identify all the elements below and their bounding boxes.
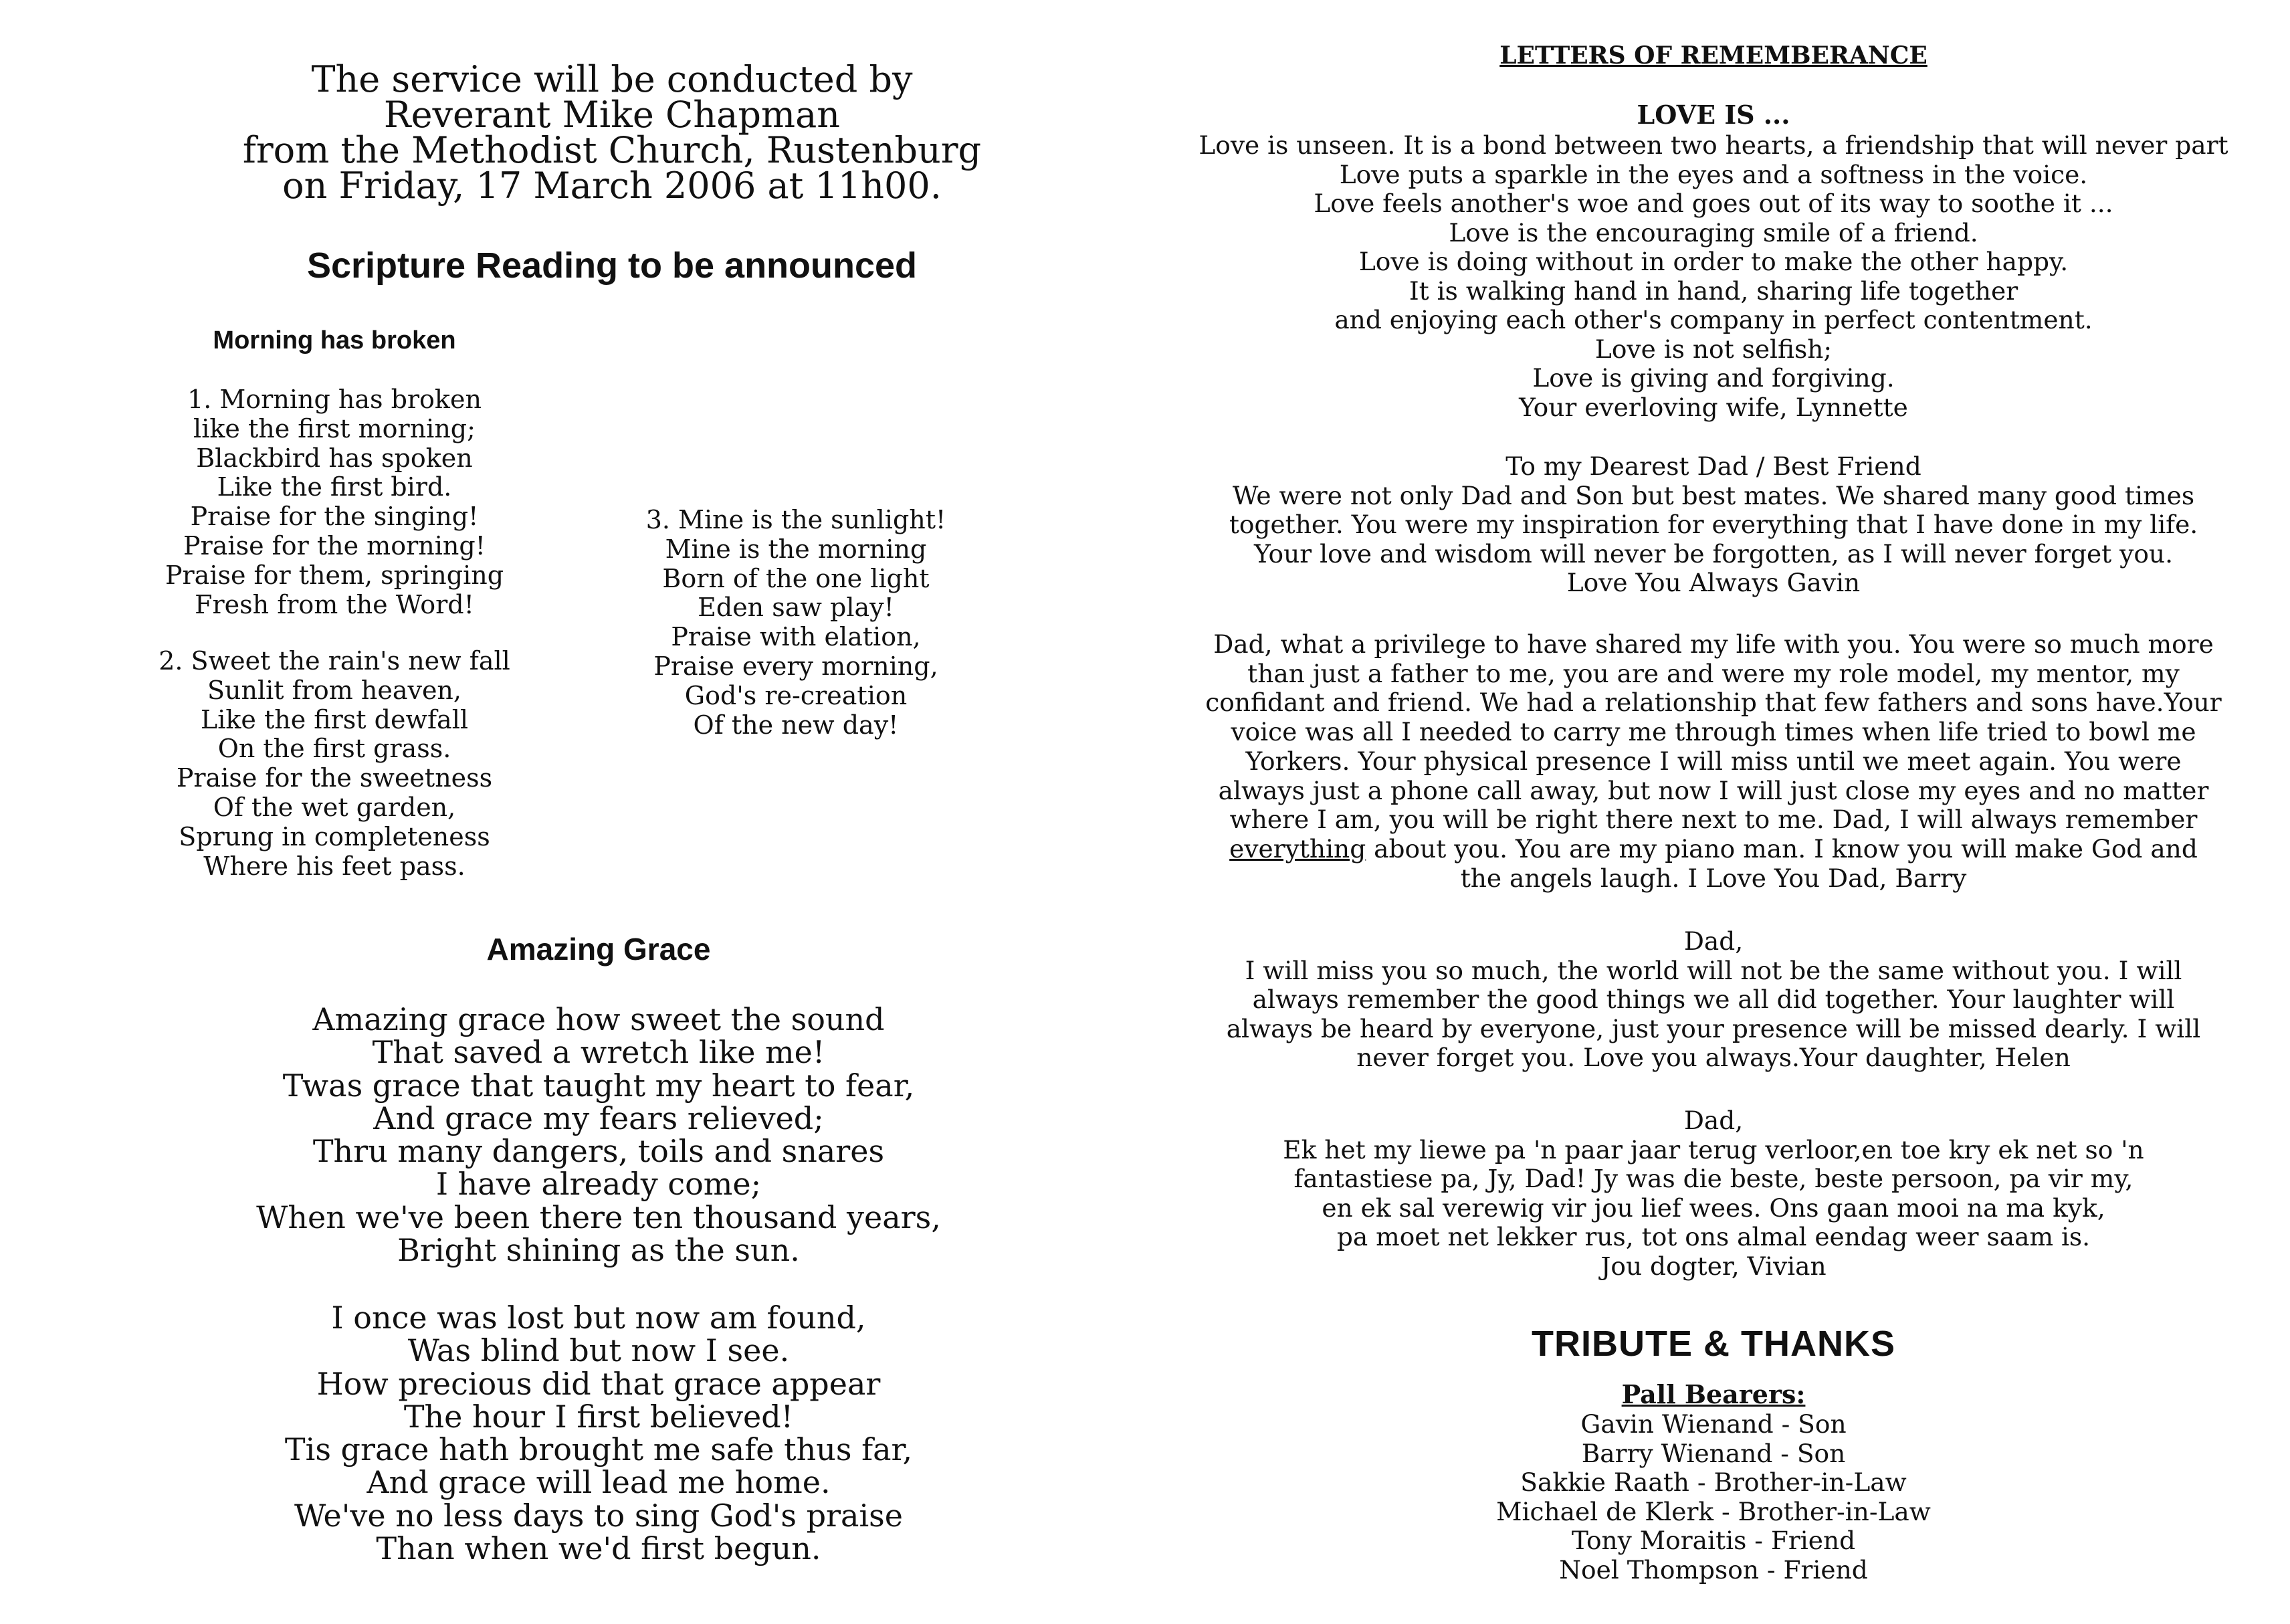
list-item: Tony Moraitis - Friend	[1571, 1526, 1856, 1556]
underlined-word: everything	[1229, 833, 1366, 864]
hymn2-verse-2	[0, 1302, 1197, 1565]
list-item: Gavin Wienand - Son	[1580, 1409, 1847, 1439]
hymn1-verse-3	[548, 506, 1043, 740]
love-is-heading: LOVE IS ...	[1637, 100, 1790, 130]
left-page	[0, 0, 1137, 1624]
verse-line: Praise every morning,	[653, 651, 938, 681]
list-item: Noel Thompson - Friend	[1559, 1554, 1868, 1585]
right-page	[1137, 0, 2290, 1624]
letter-line: never forget you. Love you always.Your daughter, Helen	[1356, 1043, 2071, 1072]
hymn1-verse-2	[40, 647, 629, 881]
verse-line: The hour I first believed!	[403, 1398, 794, 1435]
letter-line: We were not only Dad and Son but best mates. We shared many good times	[1232, 480, 2195, 510]
verse-line: Of the wet garden,	[213, 792, 456, 822]
hymn-title-morning-has-broken: Morning has broken	[213, 326, 456, 354]
hymn-title-amazing-grace: Amazing Grace	[486, 932, 711, 967]
verse-line: 3. Mine is the sunlight!	[645, 505, 946, 534]
letter-line: together. You were my inspiration for everything that I have done in my life.	[1229, 510, 2198, 539]
letter-line: Love is doing without in order to make the other happy.	[1358, 247, 2069, 276]
letter-line: I will miss you so much, the world will not be the same without you. I will	[1245, 955, 2182, 985]
letter-line: and enjoying each other's company in perfect contentment.	[1334, 305, 2093, 334]
intro-line: The service will be conducted by	[311, 58, 913, 100]
letter-line: Dad,	[1683, 1106, 1744, 1135]
letter-line: Yorkers. Your physical presence I will miss until we meet again. You were	[1245, 746, 2182, 776]
verse-line: 2. Sweet the rain's new fall	[159, 646, 510, 676]
letter-line: Love is unseen. It is a bond between two hearts, a friendship that will never part	[1199, 130, 2228, 160]
letter-line: confidant and friend. We had a relationship that few fathers and sons have.Your	[1205, 688, 2222, 718]
letter-line: always be heard by everyone, just your presence will be missed dearly. I will	[1226, 1013, 2201, 1043]
verse-line: Tis grace hath brought me safe thus far,	[284, 1431, 913, 1468]
verse-line: Praise for the singing!	[190, 502, 479, 532]
verse-line: Fresh from the Word!	[195, 589, 474, 619]
letter-line: en ek sal verewig vir jou lief wees. Ons gaan mooi na ma kyk,	[1322, 1193, 2105, 1223]
verse-line: Sunlit from heaven,	[207, 675, 461, 705]
verse-line: Like the first dewfall	[200, 704, 469, 734]
letter-line: Love is the encouraging smile of a friend.	[1449, 217, 1978, 247]
verse-line: Bright shining as the sun.	[397, 1232, 800, 1269]
list-item: Sakkie Raath - Brother-in-Law	[1520, 1467, 1907, 1498]
verse-line: When we've been there ten thousand years,	[256, 1199, 941, 1235]
letter-line: Love is giving and forgiving.	[1532, 363, 1895, 393]
letter-line: It is walking hand in hand, sharing life together	[1409, 276, 2018, 306]
letter-line	[1137, 835, 2290, 864]
pall-bearers-title: Pall Bearers:	[1621, 1379, 1806, 1409]
letter-line: always remember the good things we all did together. Your laughter will	[1252, 985, 2175, 1014]
verse-line: Like the first bird.	[217, 472, 452, 502]
verse-line: I once was lost but now am found,	[331, 1300, 866, 1336]
verse-line: 1. Morning has broken	[187, 385, 482, 414]
letter-line: fantastiese pa, Jy, Dad! Jy was die beste, beste persoon, pa vir my,	[1293, 1164, 2133, 1193]
verse-line: Born of the one light	[662, 563, 930, 593]
verse-line: Of the new day!	[693, 710, 899, 740]
verse-line: God's re-creation	[684, 680, 908, 710]
hymn2-verse-1	[0, 1003, 1197, 1267]
letter-line: always just a phone call away, but now I will just close my eyes and no matter	[1218, 775, 2209, 805]
verse-line: Praise for the sweetness	[176, 763, 493, 793]
scripture-heading: Scripture Reading to be announced	[306, 245, 918, 286]
verse-line: And grace will lead me home.	[367, 1464, 831, 1501]
letter-line: Love You Always Gavin	[1566, 568, 1861, 597]
letter-line: Love is not selfish;	[1594, 334, 1833, 364]
letter-gavin	[1137, 452, 2290, 598]
letter-barry	[1137, 630, 2290, 893]
verse-line: Amazing grace how sweet the sound	[312, 1001, 885, 1037]
letter-vivian	[1137, 1106, 2290, 1281]
letter-line: pa moet net lekker rus, tot ons almal eendag weer saam is.	[1336, 1222, 2091, 1251]
list-item: Barry Wienand - Son	[1581, 1438, 1846, 1468]
letter-line: than just a father to me, you are and were my role model, my mentor, my	[1247, 658, 2180, 688]
letter-line: To my Dearest Dad / Best Friend	[1505, 451, 1921, 481]
letter-line: Ek het my liewe pa 'n paar jaar terug verloor,en toe kry ek net so 'n	[1283, 1134, 2144, 1164]
letter-line: voice was all I needed to carry me through times when life tried to bowl me	[1231, 717, 2196, 747]
verse-line: Praise with elation,	[671, 622, 921, 652]
hymn1-verse-1	[40, 385, 629, 619]
verse-line: Blackbird has spoken	[196, 443, 473, 473]
letters-title: LETTERS OF REMEMBERANCE	[1499, 41, 1928, 70]
pall-bearers-list	[1137, 1410, 2290, 1585]
verse-line: How precious did that grace appear	[316, 1365, 881, 1402]
intro-line: on Friday, 17 March 2006 at 11h00.	[282, 165, 942, 207]
verse-line: I have already come;	[435, 1166, 762, 1203]
letter-lynnette	[1137, 131, 2290, 422]
verse-line: And grace my fears relieved;	[373, 1100, 824, 1136]
letter-line: Love feels another's woe and goes out of its way to soothe it ...	[1314, 189, 2113, 218]
verse-line: Thru many dangers, toils and snares	[312, 1133, 885, 1170]
letter-line-rest: about you. You are my piano man. I know you will make God and	[1366, 833, 2198, 864]
verse-line: Where his feet pass.	[203, 851, 465, 881]
letter-line: Dad, what a privilege to have shared my life with you. You were so much more	[1213, 629, 2214, 659]
verse-line: Praise for the morning!	[183, 530, 486, 561]
service-intro	[0, 58, 1224, 207]
verse-line: Than when we'd first begun.	[376, 1530, 821, 1567]
verse-line: That saved a wretch like me!	[372, 1034, 825, 1071]
verse-line: Was blind but now I see.	[407, 1332, 790, 1369]
verse-line: Mine is the morning	[665, 534, 927, 564]
verse-line: Sprung in completeness	[179, 821, 490, 851]
intro-line: from the Methodist Church, Rustenburg	[242, 129, 982, 171]
verse-line: We've no less days to sing God's praise	[294, 1497, 903, 1534]
letter-line: where I am, you will be right there next to me. Dad, I will always remember	[1229, 805, 2198, 835]
letter-helen	[1137, 927, 2290, 1073]
verse-line: like the first morning;	[193, 413, 476, 443]
letter-line: Your everloving wife, Lynnette	[1519, 392, 1908, 422]
verse-line: On the first grass.	[217, 734, 451, 764]
tribute-title: TRIBUTE & THANKS	[1532, 1324, 1895, 1364]
list-item: Michael de Klerk - Brother-in-Law	[1496, 1496, 1931, 1526]
verse-line: Eden saw play!	[698, 593, 894, 623]
letter-line: Dad,	[1683, 926, 1744, 956]
intro-line: Reverant Mike Chapman	[383, 94, 841, 136]
letter-line: Jou dogter, Vivian	[1600, 1251, 1827, 1281]
letter-line: Love puts a sparkle in the eyes and a softness in the voice.	[1339, 159, 2088, 189]
verse-line: Twas grace that taught my heart to fear,	[282, 1067, 915, 1104]
letter-line: the angels laugh. I Love You Dad, Barry	[1460, 863, 1967, 893]
letter-line: Your love and wisdom will never be forgotten, as I will never forget you.	[1254, 538, 2173, 569]
verse-line: Praise for them, springing	[165, 560, 504, 590]
